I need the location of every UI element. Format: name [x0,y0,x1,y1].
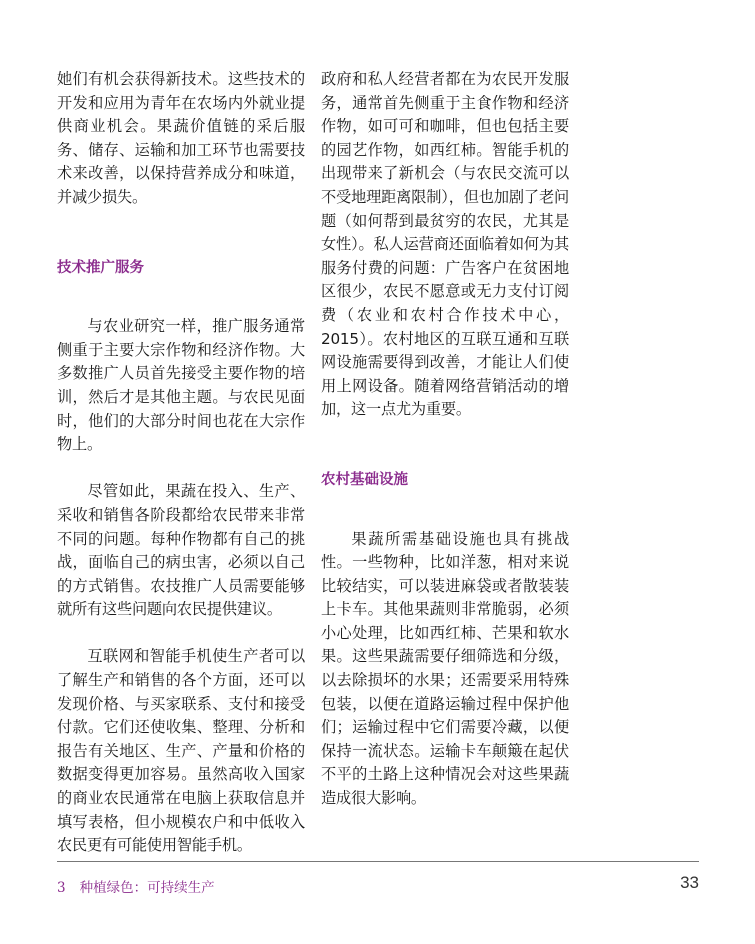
right-column [321,68,569,811]
left-paragraph-1: 她们有机会获得新技术。这些技术的开发和应用为青年在农场内外就业提供商业机会。果蔬价值链的采后服务、储存、运输和加工环节也需要技术来改善，以保持营养成分和味道，并减少损失。 [57,70,305,206]
section-heading-extension: 技术推广服务 [57,259,144,276]
section-heading-infrastructure: 农村基础设施 [321,471,408,488]
footer-running-title [57,876,215,896]
left-paragraph-2: 与农业研究一样，推广服务通常侧重于主要大宗作物和经济作物。大多数推广人员首先接受主要作物的培训，然后才是其他主题。与农民见面时，他们的大部分时间也花在大宗作物上。 [57,317,305,454]
left-paragraph-3: 尽管如此，果蔬在投入、生产、采收和销售各阶段都给农民带来非常不同的问题。每种作物都有自己的挑战，面临自己的病虫害，必须以自己的方式销售。农技推广人员需要能够就所有这些问题向农民提供建议。 [57,482,305,619]
footer-chapter-title: 种植绿色：可持续生产 [79,880,215,896]
footer-chapter-number: 3 [57,880,66,896]
right-paragraph-1: 政府和私人经营者都在为农民开发服务，通常首先侧重于主食作物和经济作物，如可可和咖啡，但也包括主要的园艺作物，如西红柿。智能手机的出现带来了新机会（与农民交流可以不受地理距离限制），但也加剧了老问题（如何帮到最贫穷的农民，尤其是女性）。私人运营商还面临着如何为其服务付费的问题：广告客户在贫困地区很少，农民不愿意或无力支付订阅费（农业和农村合作技术中心，2015）。农村地区的互联互通和互联网设施需要得到改善，才能让人们使用上网设备。随着网络营销活动的增加，这一点尤为重要。 [321,70,569,419]
right-paragraph-2: 果蔬所需基础设施也具有挑战性。一些物种，比如洋葱，相对来说比较结实，可以装进麻袋或者散装装上卡车。其他果蔬则非常脆弱，必须小心处理，比如西红柿、芒果和软水果。这些果蔬需要仔细筛选和分级，以去除损坏的水果；还需要采用特殊包装，以便在道路运输过程中保护他们；运输过程中它们需要冷藏，以便保持一流状态。运输卡车颠簸在起伏不平的土路上这种情况会对这些果蔬造成很大影响。 [321,529,569,808]
left-paragraph-4: 互联网和智能手机使生产者可以了解生产和销售的各个方面，还可以发现价格、与买家联系、支付和接受付款。它们还使收集、整理、分析和报告有关地区、生产、产量和价格的数据变得更加容易。虽然高收入国家的商业农民通常在电脑上获取信息并填写表格，但小规模农户和中低收入农民更有可能使用智能手机。 [57,647,305,855]
left-column [57,68,305,858]
page-number: 33 [680,873,699,892]
footer-divider [57,861,699,862]
